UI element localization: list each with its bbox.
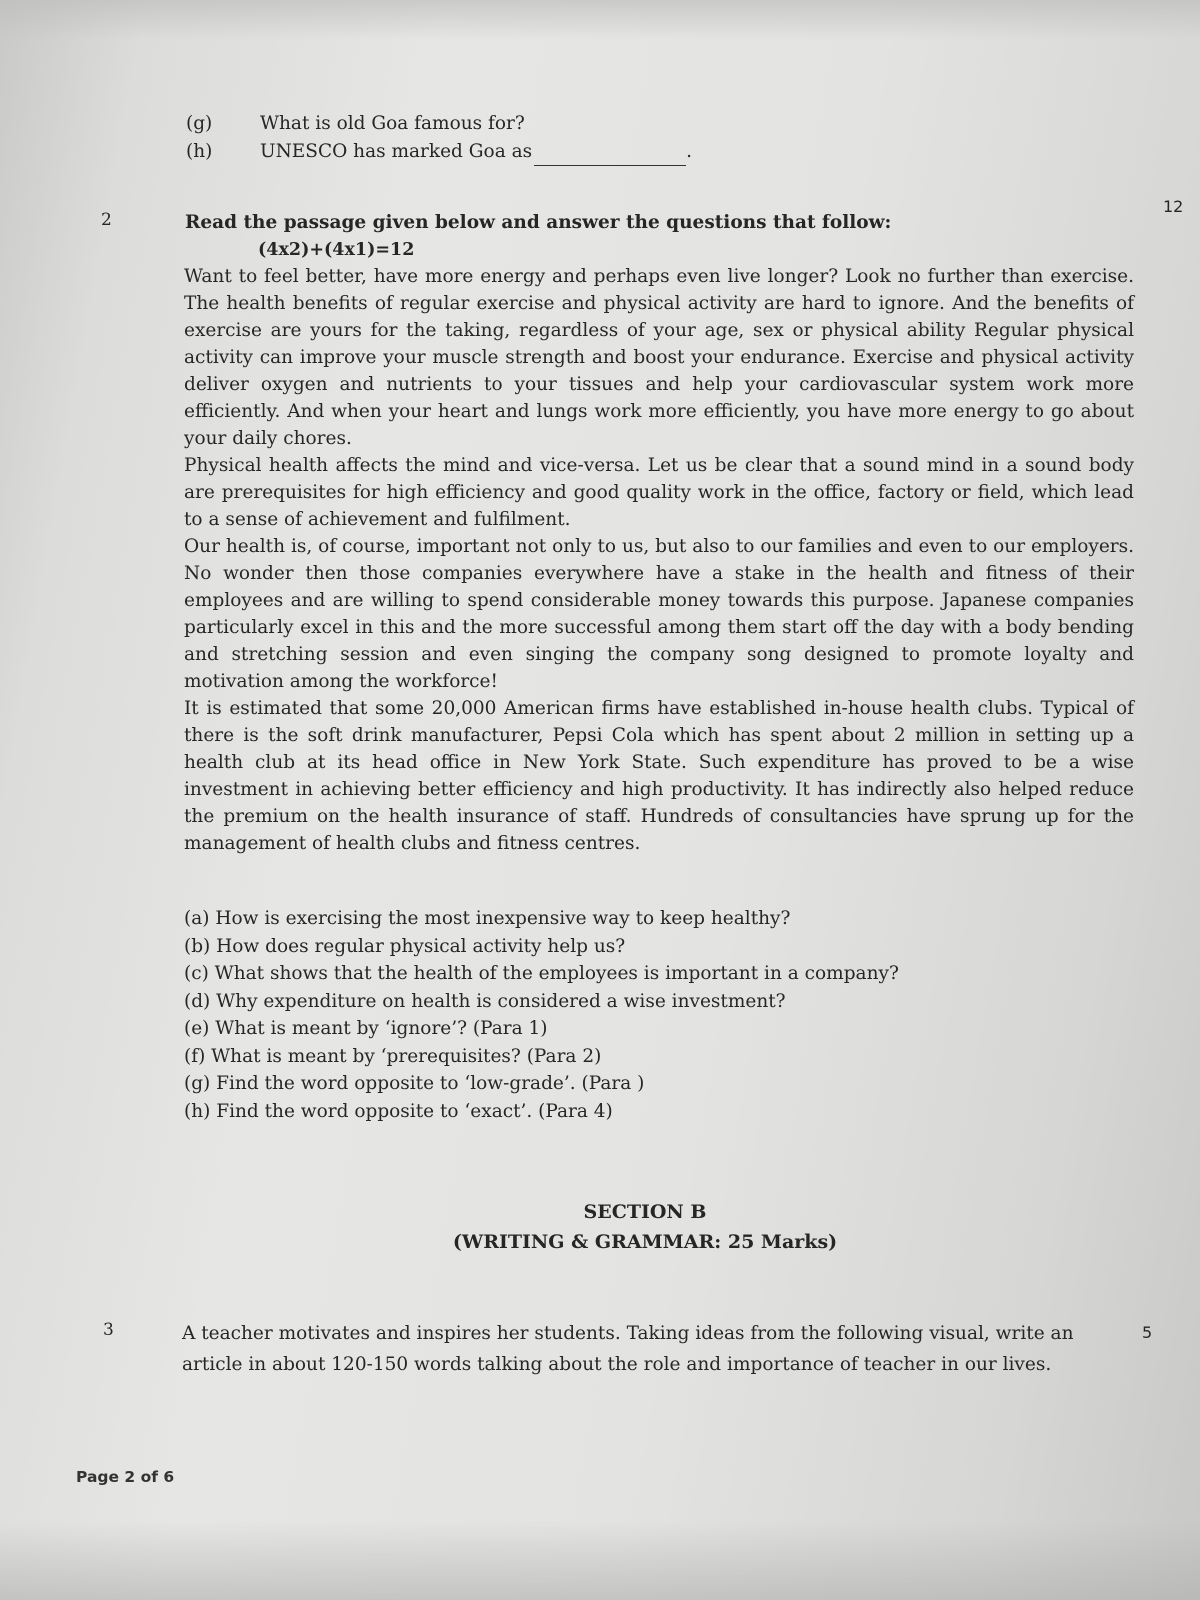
question-item: (e) What is meant by ‘ignore’? (Para 1) [184, 1018, 548, 1039]
question-marks: 12 [1163, 197, 1184, 216]
question-number: 3 [103, 1320, 114, 1340]
instruction-text: Read the passage given below and answer the questions that follow: [185, 212, 892, 233]
question-item: (c) What shows that the health of the employees is important in a company? [184, 963, 899, 984]
question-item: (b) How does regular physical activity help us? [184, 935, 626, 957]
page-shadow-top [0, 0, 1200, 40]
passage-paragraph: Our health is, of course, important not only to us, but also to our families and even to our employers. No wonder then those companies everywhere have a stake in the health and fitness of their employees and are willing to spend considerable money towards this purpose. Japanese companies particularly excel in this and the more successful among them start off the day with a body bending and stretching session and even singing the company song designed to promote loyalty and motivation among the workforce! [184, 536, 1134, 692]
section-title: SECTION B [583, 1201, 707, 1223]
question-item: (a) How is exercising the most inexpensive way to keep healthy? [184, 908, 791, 929]
question-text: What is old Goa famous for? [260, 113, 525, 134]
page-number: Page 2 of 6 [76, 1468, 175, 1486]
question-item: (f) What is meant by ‘prerequisites? (Para 2) [184, 1045, 602, 1067]
section-heading [0, 1197, 1200, 1257]
passage-paragraph: It is estimated that some 20,000 American firms have established in-house health clubs. Typical of there is the soft drink manufacturer, Pepsi Cola which has spent about 2 million in setting up a health club at its head office in New York State. Such expenditure has proved to be a wise investment in achieving better efficiency and high productivity. It has indirectly also helped reduce the premium on the health insurance of staff. Hundreds of consultancies have sprung up for the management of health clubs and fitness centres. [184, 698, 1134, 854]
answer-blank [534, 164, 686, 166]
writing-task: A teacher motivates and inspires her students. Taking ideas from the following visual, write an article in about 120-150 words talking about the role and importance of teacher in our lives. [182, 1323, 1074, 1375]
section-subtitle: (WRITING & GRAMMAR: 25 Marks) [452, 1231, 838, 1253]
question-item: (d) Why expenditure on health is considered a wise investment? [184, 990, 786, 1012]
question-number: 2 [101, 210, 112, 230]
question-marks: 5 [1142, 1323, 1153, 1342]
previous-question-g [186, 110, 525, 138]
question-label: (g) [186, 113, 213, 134]
page-shadow-bottom [0, 1520, 1200, 1600]
previous-question-h: (h) UNESCO has marked Goa as . [186, 138, 692, 166]
marks-formula: (4x2)+(4x1)=12 [258, 240, 415, 260]
comprehension-questions [184, 905, 899, 1125]
question-label: (h) [186, 141, 213, 162]
passage-paragraph: Want to feel better, have more energy and perhaps even live longer? Look no further than exercise. The health benefits of regular exercise and physical activity are hard to ignore. And the benefits of exercise are yours for the taking, regardless of your age, sex or physical ability Regular physical activity can improve your muscle strength and boost your endurance. Exercise and physical activity deliver oxygen and nutrients to your tissues and help your cardiovascular system work more efficiently. And when your heart and lungs work more efficiently, you have more energy to go about your daily chores. [184, 266, 1134, 449]
question-item: (g) Find the word opposite to ‘low-grade’. (Para ) [184, 1073, 645, 1094]
passage-paragraph: Physical health affects the mind and vice-versa. Let us be clear that a sound mind in a sound body are prerequisites for high efficiency and good quality work in the office, factory or field, which lead to a sense of achievement and fulfilment. [184, 455, 1134, 530]
question-text: UNESCO has marked Goa as [260, 141, 533, 162]
question-item: (h) Find the word opposite to ‘exact’. (Para 4) [184, 1100, 613, 1122]
reading-passage [184, 263, 1134, 857]
